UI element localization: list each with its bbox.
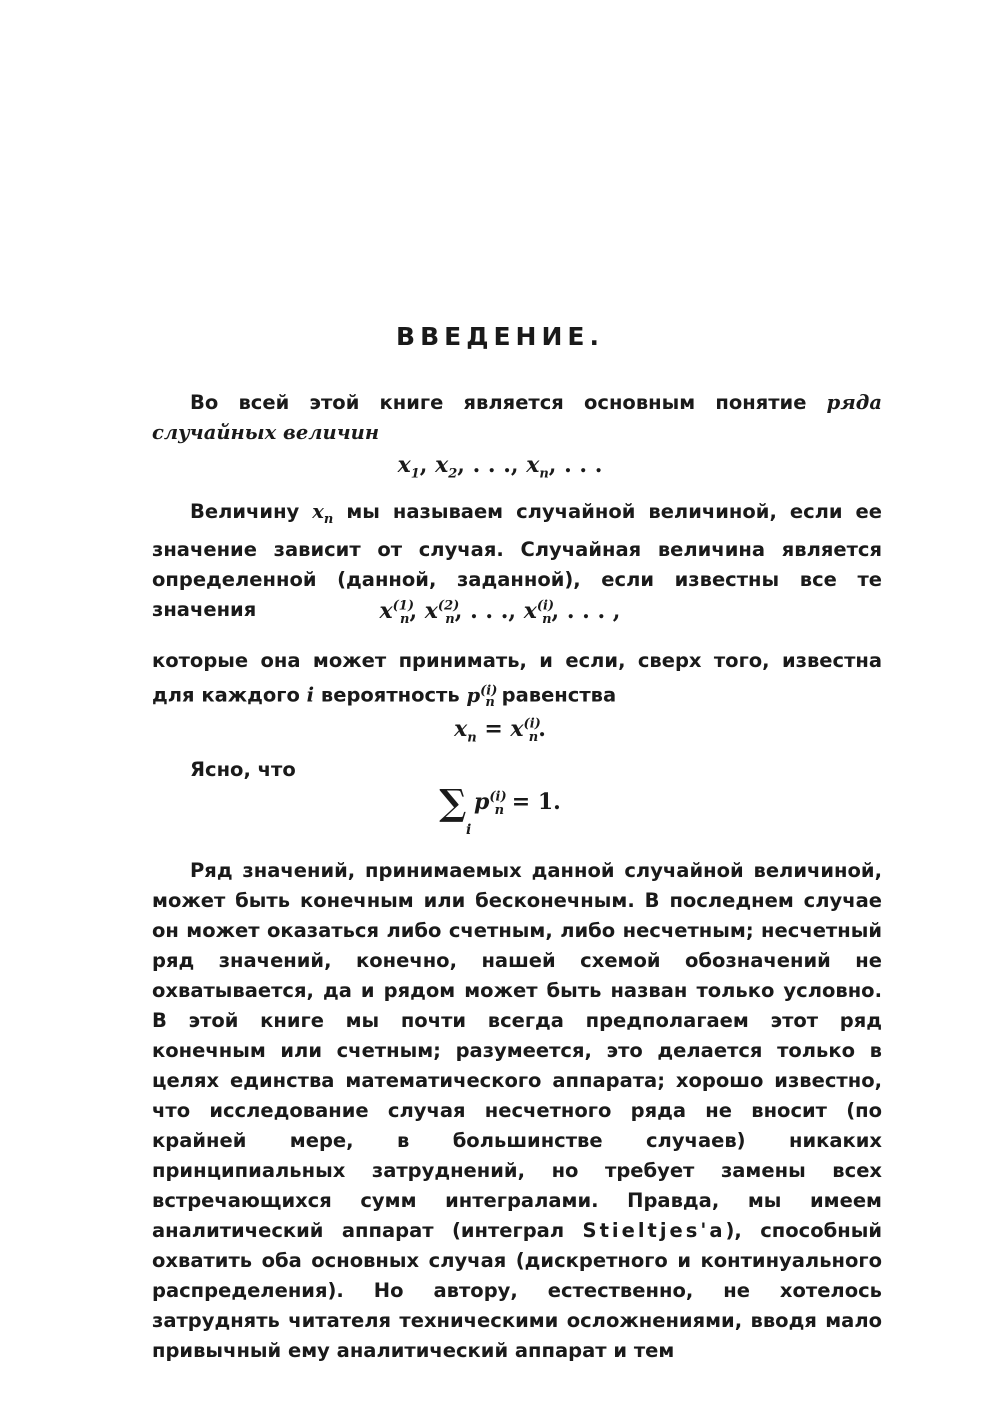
paragraph-series: Ряд значений, принимаемых данной случайной величиной, может быть конечным или бесконечным. В последнем случае он может оказаться либо счетным, либо несчетным; несчетный ряд значений, конечно, нашей схемой обозначений не охватывается, да и рядом может быть назван только условно. В этой книге мы почти всегда предполагаем этот ряд конечным или счетным; разумеется, это делается только в целях единства математического аппарата; хорошо известно, что исследование случая несчетного ряда не вносит (по крайней мере, в большинстве случаев) никаких принципиальных затруднений, но требует замены всех встречающихся сумм интегралами. Правда, мы имеем аналитический аппарат (интеграл Stieltjes'a), способный охватить оба основных случая (дискретного и континуального распределения). Но автору, естественно, не хотелось затруднять читателя техническими осложнениями, вводя мало привычный ему аналитический аппарат и тем bbox=[152, 859, 882, 1362]
stieltjes-name: Stieltjes'a bbox=[582, 1219, 726, 1242]
formula-values: $x^{(1)}_n$, $x^{(2)}_n$, . . ., $x^{(i)}_n$, . . . , bbox=[379, 598, 621, 628]
inline-pn: $p^{(i)}_n$ bbox=[466, 683, 498, 711]
sum-index: i bbox=[466, 822, 472, 838]
paragraph-clearly: Ясно, что bbox=[190, 758, 296, 781]
inline-xn: $x_n$ bbox=[312, 500, 334, 527]
paragraph-intro bbox=[152, 388, 882, 448]
paragraph-definition: Величину $x_n$ мы называем случайной величиной, если ее значение зависит от случая. Случайная величина является определенной (данной, заданной), если известны все те значения bbox=[152, 500, 882, 621]
sigma-symbol: ∑ bbox=[439, 782, 467, 824]
page-title: ВВЕДЕНИЕ. bbox=[396, 322, 604, 351]
intro-emphasis: ряда случайных величин bbox=[152, 391, 882, 444]
intro-text: Во всей этой книге является основным понятие bbox=[190, 391, 827, 414]
formula-sequence: $x_1$, $x_2$, . . ., $x_n$, . . . bbox=[397, 452, 603, 482]
paragraph-probability: которые она может принимать, и если, сверх того, известна для каждого i вероятность $p^{(i)}_n$ равенства bbox=[152, 649, 882, 711]
formula-sum: ∑ $p^{(i)}_n = 1$. bbox=[439, 782, 561, 824]
formula-equality: $x_n = x^{(i)}_n$. bbox=[454, 716, 546, 746]
